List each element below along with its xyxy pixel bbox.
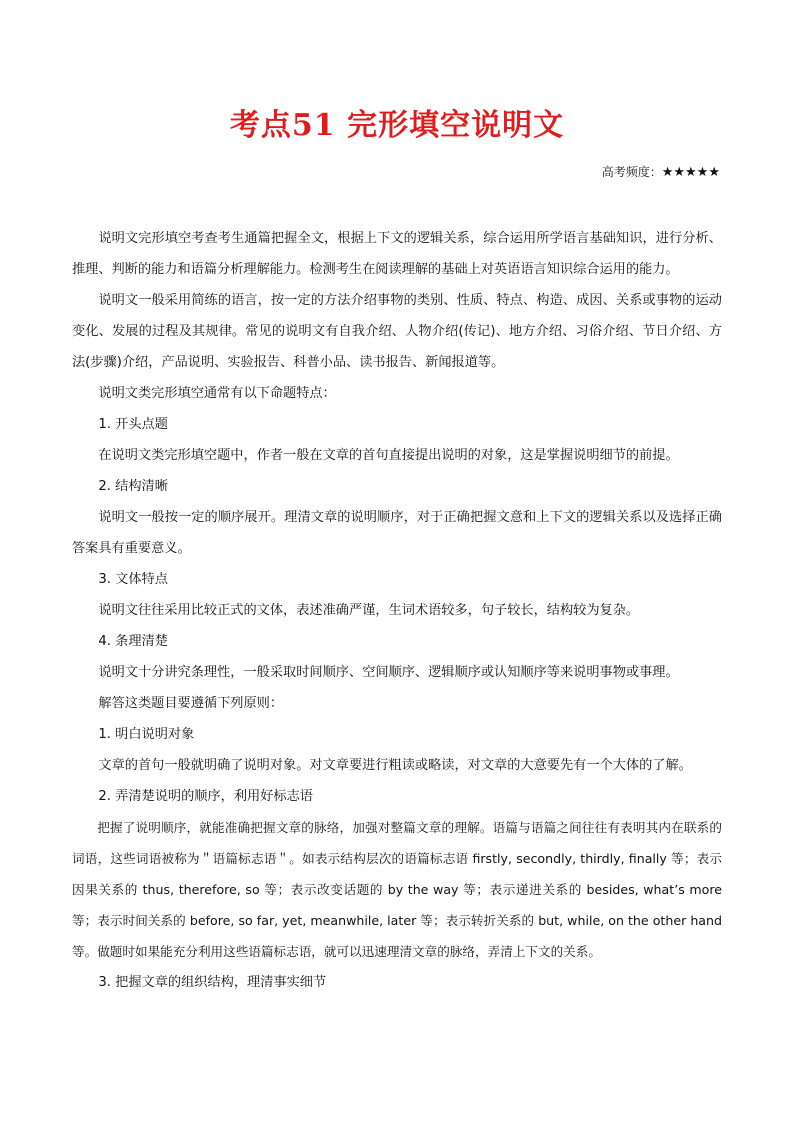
principle-heading-1: 1. 明白说明对象 bbox=[98, 727, 195, 742]
principle-text-1: 文章的首句一般就明确了说明对象。对文章要进行粗读或略读，对文章的大意要先有一个大体的了解。 bbox=[98, 758, 692, 773]
exam-frequency-label: 高考频度： bbox=[601, 165, 662, 179]
paragraph-principles-lead: 解答这类题目要遵循下列原则： bbox=[98, 696, 284, 711]
feature-heading-4: 4. 条理清楚 bbox=[98, 634, 168, 649]
feature-text-4: 说明文十分讲究条理性，一般采取时间顺序、空间顺序、逻辑顺序或认知顺序等来说明事物或事理。 bbox=[98, 665, 679, 680]
feature-text-3: 说明文往往采用比较正式的文体，表述准确严谨，生词术语较多，句子较长，结构较为复杂。 bbox=[98, 603, 640, 618]
principle-heading-2: 2. 弄清楚说明的顺序，利用好标志语 bbox=[98, 789, 313, 804]
feature-text-2: 说明文一般按一定的顺序展开。理清文章的说明顺序，对于正确把握文意和上下文的逻辑关系以及选择正确答案具有重要意义。 bbox=[72, 510, 722, 556]
principle-heading-3: 3. 把握文章的组织结构，理清事实细节 bbox=[98, 975, 327, 990]
body-text bbox=[72, 223, 722, 998]
exam-frequency bbox=[602, 163, 720, 182]
page-title: 考点51 完形填空说明文 bbox=[229, 108, 565, 143]
paragraph-intro: 说明文完形填空考查考生通篇把握全文，根据上下文的逻辑关系，综合运用所学语言基础知识，进行分析、推理、判断的能力和语篇分析理解能力。检测考生在阅读理解的基础上对英语语言知识综合运用的能力。 bbox=[72, 231, 722, 277]
feature-text-1: 在说明文类完形填空题中，作者一般在文章的首句直接提出说明的对象，这是掌握说明细节的前提。 bbox=[98, 448, 679, 463]
star-rating-icon: ★★★★★ bbox=[661, 165, 720, 180]
principle-text-2: 把握了说明顺序，就能准确把握文章的脉络，加强对整篇文章的理解。语篇与语篇之间往往有表明其内在联系的词语，这些词语被称为＂语篇标志语＂。如表示结构层次的语篇标志语 firstly, secondly, thirdly, finally 等；表示因果关系的 thus, therefore, so 等；表示改变话题的 by the way 等；表示递进关系的 besides, what’s more 等；表示时间关系的 before, so far, yet, meanwhile, later 等；表示转折关系的 but, while, on the other hand 等。做题时如果能充分利用这些语篇标志语，就可以迅速理清文章的脉络，弄清上下文的关系。 bbox=[72, 820, 722, 959]
feature-heading-2: 2. 结构清晰 bbox=[98, 479, 168, 494]
feature-heading-1: 1. 开头点题 bbox=[98, 417, 168, 432]
feature-heading-3: 3. 文体特点 bbox=[98, 572, 168, 587]
paragraph-definition: 说明文一般采用简练的语言，按一定的方法介绍事物的类别、性质、特点、构造、成因、关系或事物的运动变化、发展的过程及其规律。常见的说明文有自我介绍、人物介绍(传记)、地方介绍、习俗介绍、节日介绍、方法(步骤)介绍，产品说明、实验报告、科普小品、读书报告、新闻报道等。 bbox=[72, 293, 722, 370]
paragraph-features-lead: 说明文类完形填空通常有以下命题特点： bbox=[98, 386, 336, 401]
